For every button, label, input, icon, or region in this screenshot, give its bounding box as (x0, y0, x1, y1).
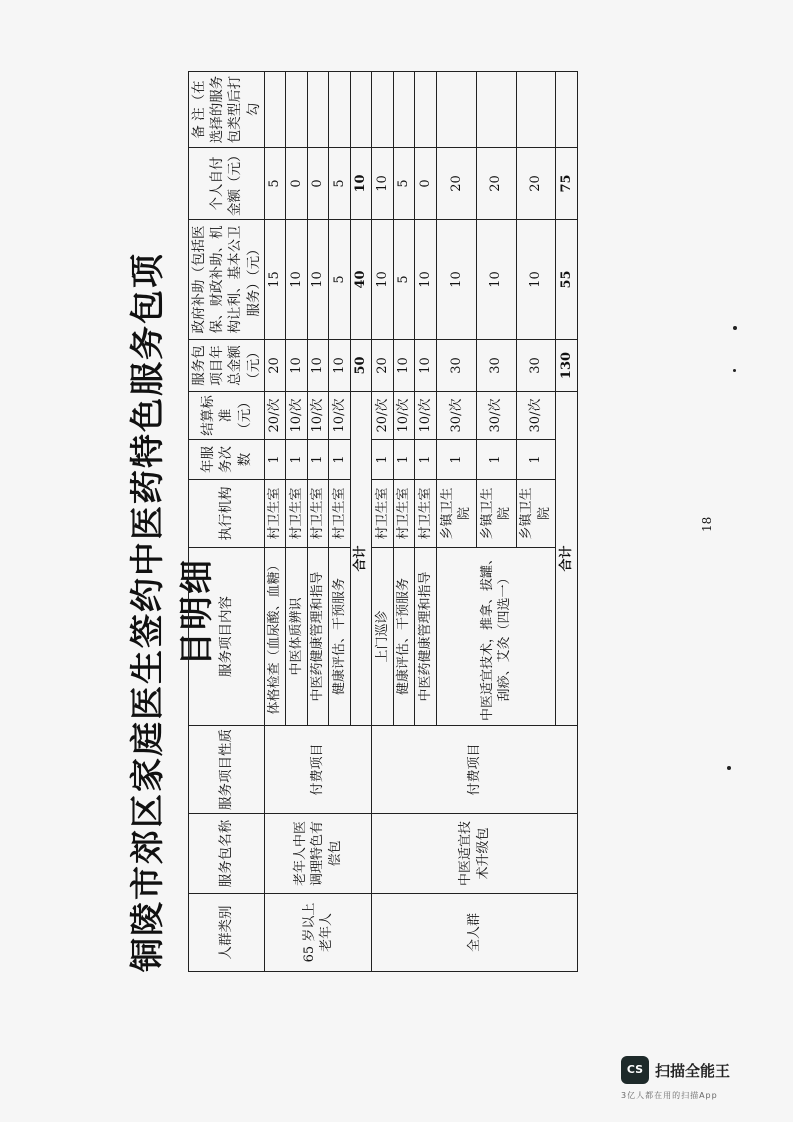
package-name-cell: 中医适宜技术升级包 (372, 814, 578, 894)
self-cell: 0 (307, 148, 329, 220)
scan-speck (733, 326, 737, 330)
note-cell (556, 72, 578, 148)
subtotal-total: 130 (556, 340, 578, 392)
self-cell: 5 (264, 148, 286, 220)
content-cell: 体格检查（血尿酸、血糖） (264, 548, 286, 726)
subtotal-label: 合计 (350, 392, 372, 726)
content-cell: 中医适宜技术，推拿、拔罐、刮痧、艾灸（四选一） (436, 548, 556, 726)
scan-speck (733, 369, 736, 372)
content-cell: 健康评估、干预服务 (393, 548, 415, 726)
self-cell: 20 (436, 148, 476, 220)
times-cell: 1 (393, 440, 415, 480)
total-cell: 20 (264, 340, 286, 392)
agency-cell: 乡镇卫生院 (436, 480, 476, 548)
scanner-watermark (621, 1056, 771, 1106)
content-cell: 上门巡诊 (372, 548, 394, 726)
gov-cell: 10 (286, 220, 308, 340)
agency-cell: 村卫生室 (329, 480, 351, 548)
header-nature: 服务项目性质 (189, 726, 265, 814)
total-cell: 10 (415, 340, 437, 392)
agency-cell: 村卫生室 (393, 480, 415, 548)
self-cell: 10 (372, 148, 394, 220)
gov-cell: 10 (436, 220, 476, 340)
header-row (189, 72, 265, 972)
total-cell: 10 (329, 340, 351, 392)
times-cell: 1 (264, 440, 286, 480)
note-cell (516, 72, 556, 148)
times-cell: 1 (415, 440, 437, 480)
standard-cell: 10/次 (286, 392, 308, 440)
gov-cell: 15 (264, 220, 286, 340)
header-standard: 结算标准（元） (189, 392, 265, 440)
total-cell: 30 (436, 340, 476, 392)
watermark-tagline: 3亿人都在用的扫描App (621, 1091, 718, 1100)
agency-cell: 乡镇卫生院 (476, 480, 516, 548)
total-cell: 10 (393, 340, 415, 392)
total-cell: 30 (476, 340, 516, 392)
header-agency: 执行机构 (189, 480, 265, 548)
note-cell (286, 72, 308, 148)
page-title: 铜陵市郊区家庭医生签约中医药特色服务包项目明细 (128, 252, 217, 972)
standard-cell: 30/次 (516, 392, 556, 440)
agency-cell: 村卫生室 (415, 480, 437, 548)
gov-cell: 5 (329, 220, 351, 340)
total-cell: 10 (286, 340, 308, 392)
self-cell: 0 (415, 148, 437, 220)
subtotal-gov: 40 (350, 220, 372, 340)
standard-cell: 10/次 (329, 392, 351, 440)
subtotal-gov: 55 (556, 220, 578, 340)
header-note: 备 注（在选择的服务包类型后打勾 (189, 72, 265, 148)
self-cell: 20 (516, 148, 556, 220)
note-cell (436, 72, 476, 148)
header-content: 服务项目内容 (189, 548, 265, 726)
times-cell: 1 (329, 440, 351, 480)
standard-cell: 20/次 (372, 392, 394, 440)
header-total: 服务包项目年总金额（元） (189, 340, 265, 392)
note-cell (350, 72, 372, 148)
watermark-app-name: 扫描全能王 (655, 1062, 731, 1080)
standard-cell: 30/次 (476, 392, 516, 440)
table-row (372, 72, 394, 972)
content-cell: 健康评估、干预服务 (329, 548, 351, 726)
subtotal-self: 10 (350, 148, 372, 220)
standard-cell: 10/次 (307, 392, 329, 440)
standard-cell: 30/次 (436, 392, 476, 440)
package-name-cell: 老年人中医调理特色有偿包 (264, 814, 372, 894)
self-cell: 5 (393, 148, 415, 220)
agency-cell: 村卫生室 (264, 480, 286, 548)
table-row (264, 72, 286, 972)
gov-cell: 10 (476, 220, 516, 340)
agency-cell: 乡镇卫生院 (516, 480, 556, 548)
gov-cell: 10 (372, 220, 394, 340)
content-cell: 中医药健康管理和指导 (415, 548, 437, 726)
gov-cell: 10 (415, 220, 437, 340)
standard-cell: 10/次 (393, 392, 415, 440)
gov-cell: 10 (307, 220, 329, 340)
header-times: 年服务次数 (189, 440, 265, 480)
total-cell: 20 (372, 340, 394, 392)
note-cell (415, 72, 437, 148)
page-number: 18 (700, 516, 714, 532)
note-cell (372, 72, 394, 148)
camscanner-logo-icon: CS (621, 1056, 649, 1084)
subtotal-label: 合计 (556, 392, 578, 726)
header-package-name: 服务包名称 (189, 814, 265, 894)
agency-cell: 村卫生室 (307, 480, 329, 548)
service-package-table (188, 71, 578, 972)
self-cell: 5 (329, 148, 351, 220)
crowd-cell: 全人群 (372, 894, 578, 972)
times-cell: 1 (372, 440, 394, 480)
total-cell: 30 (516, 340, 556, 392)
note-cell (329, 72, 351, 148)
content-cell: 中医药健康管理和指导 (307, 548, 329, 726)
nature-cell: 付费项目 (264, 726, 372, 814)
header-self: 个人自付金额（元） (189, 148, 265, 220)
scan-speck (727, 766, 731, 770)
note-cell (264, 72, 286, 148)
times-cell: 1 (436, 440, 476, 480)
times-cell: 1 (516, 440, 556, 480)
self-cell: 0 (286, 148, 308, 220)
note-cell (393, 72, 415, 148)
note-cell (476, 72, 516, 148)
total-cell: 10 (307, 340, 329, 392)
gov-cell: 5 (393, 220, 415, 340)
self-cell: 20 (476, 148, 516, 220)
gov-cell: 10 (516, 220, 556, 340)
note-cell (307, 72, 329, 148)
standard-cell: 10/次 (415, 392, 437, 440)
subtotal-total: 50 (350, 340, 372, 392)
header-crowd: 人群类别 (189, 894, 265, 972)
agency-cell: 村卫生室 (286, 480, 308, 548)
subtotal-self: 75 (556, 148, 578, 220)
times-cell: 1 (476, 440, 516, 480)
header-gov: 政府补助（包括医保、财政补助、机构让利、基本公卫服务）（元） (189, 220, 265, 340)
standard-cell: 20/次 (264, 392, 286, 440)
nature-cell: 付费项目 (372, 726, 578, 814)
crowd-cell: 65 岁以上老年人 (264, 894, 372, 972)
times-cell: 1 (307, 440, 329, 480)
agency-cell: 村卫生室 (372, 480, 394, 548)
times-cell: 1 (286, 440, 308, 480)
content-cell: 中医体质辨识 (286, 548, 308, 726)
